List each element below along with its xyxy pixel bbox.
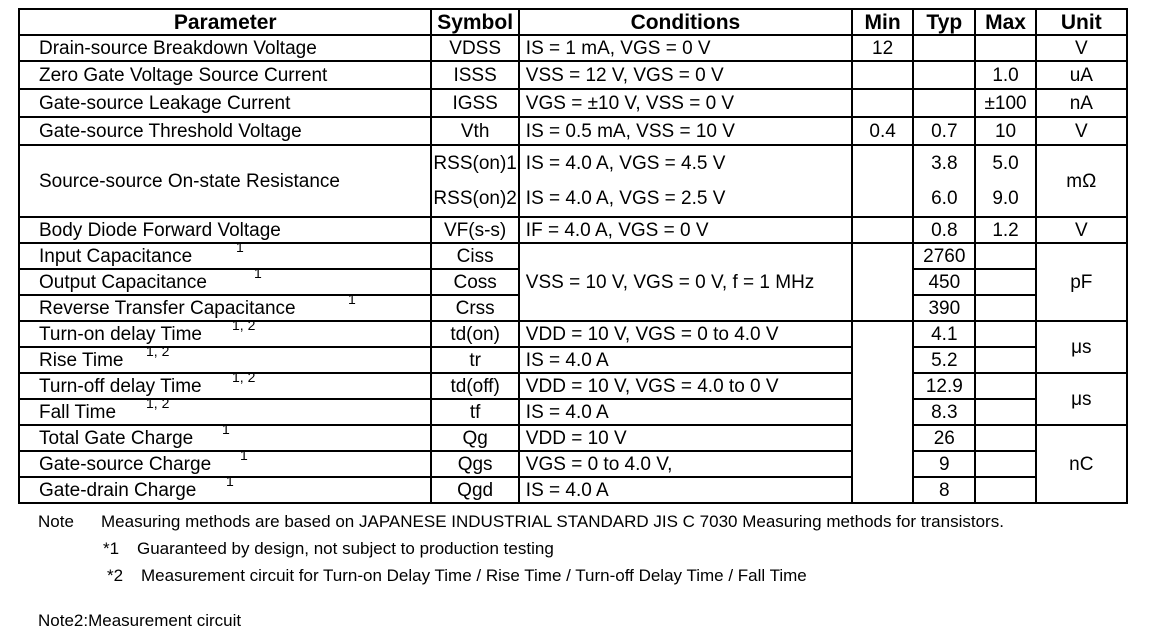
max-cell: 1.0 — [975, 61, 1035, 89]
param-cell: Gate-source Leakage Current — [19, 89, 431, 117]
header-min: Min — [852, 9, 913, 35]
typ-rss-on-2: 6.0 — [931, 188, 958, 209]
symbol-cell: IGSS — [431, 89, 518, 117]
param-label: Total Gate Charge — [39, 427, 194, 449]
unit-cell: V — [1036, 117, 1127, 145]
unit-cell: nC — [1036, 425, 1127, 503]
conditions-cell: VSS = 12 V, VGS = 0 V — [519, 61, 852, 89]
typ-cell: 8 — [913, 477, 975, 503]
max-cell: ±100 — [975, 89, 1035, 117]
typ-cell: 5.2 — [913, 347, 975, 373]
max-cell — [975, 295, 1035, 321]
param-cell — [19, 291, 431, 321]
footnote-ref: 1, 2 — [232, 369, 256, 385]
min-cell: 0.4 — [852, 117, 913, 145]
note2-heading: Note2:Measurement circuit — [38, 611, 242, 630]
table-row — [19, 117, 1127, 145]
conditions-cell: IS = 4.0 A — [519, 399, 852, 425]
param-cell: Source-source On-state Resistance — [19, 145, 431, 217]
conditions-cell: IF = 4.0 A, VGS = 0 V — [519, 217, 852, 243]
header-symbol: Symbol — [431, 9, 518, 35]
max-rss-on-2: 9.0 — [992, 188, 1019, 209]
footnote-ref: 1, 2 — [146, 395, 170, 411]
unit-cell: mΩ — [1036, 145, 1127, 217]
typ-cell: 0.8 — [913, 217, 975, 243]
table-row — [19, 477, 1127, 503]
footnote-ref: 1 — [226, 473, 234, 489]
typ-cell: 8.3 — [913, 399, 975, 425]
note-1-mark: *1 — [103, 539, 120, 558]
table-row — [19, 145, 1127, 217]
typ-cell: 12.9 — [913, 373, 975, 399]
conditions-cell: IS = 4.0 A — [519, 347, 852, 373]
min-cell — [852, 217, 913, 243]
typ-cell — [913, 89, 975, 117]
typ-cell: 450 — [913, 269, 975, 295]
unit-cell: nA — [1036, 89, 1127, 117]
symbol-cell: Vth — [431, 117, 518, 145]
symbol-cell — [431, 145, 518, 217]
typ-cell: 4.1 — [913, 321, 975, 347]
symbol-cell: VDSS — [431, 35, 518, 61]
max-cell — [975, 477, 1035, 503]
conditions-cell: VDD = 10 V, VGS = 4.0 to 0 V — [519, 373, 852, 399]
symbol-cell: Ciss — [431, 243, 518, 269]
conditions-cell: VGS = ±10 V, VSS = 0 V — [519, 89, 852, 117]
typ-cell: 390 — [913, 295, 975, 321]
param-cell — [19, 369, 431, 399]
param-cell — [19, 473, 431, 503]
min-cell — [852, 321, 913, 503]
param-cell: Zero Gate Voltage Source Current — [19, 61, 431, 89]
table-row — [19, 321, 1127, 347]
param-label: Gate-drain Charge — [39, 479, 197, 501]
note-label: Note — [38, 512, 74, 531]
param-cell — [19, 343, 431, 373]
min-cell — [852, 243, 913, 321]
note-text: Measuring methods are based on JAPANESE INDUSTRIAL STANDARD JIS C 7030 Measuring methods for transistors. — [101, 512, 1004, 531]
min-cell — [852, 61, 913, 89]
footnote-ref: 1 — [222, 421, 230, 437]
typ-cell: 0.7 — [913, 117, 975, 145]
conditions-rss-on-2: IS = 4.0 A, VGS = 2.5 V — [525, 188, 726, 209]
footnote-ref: 1 — [348, 291, 356, 307]
param-cell: Drain-source Breakdown Voltage — [19, 35, 431, 61]
footnote-ref: 1, 2 — [232, 317, 256, 333]
symbol-cell: Qg — [431, 425, 518, 451]
symbol-cell: Coss — [431, 269, 518, 295]
symbol-rss-on-1: RSS(on)1 — [433, 153, 517, 174]
min-cell: 12 — [852, 35, 913, 61]
unit-cell: uA — [1036, 61, 1127, 89]
symbol-cell: tr — [431, 347, 518, 373]
table-row — [19, 61, 1127, 89]
typ-rss-on-1: 3.8 — [931, 153, 958, 174]
typ-cell: 26 — [913, 425, 975, 451]
header-max: Max — [975, 9, 1035, 35]
symbol-rss-on-2: RSS(on)2 — [433, 188, 517, 209]
max-cell — [975, 243, 1035, 269]
max-cell — [975, 321, 1035, 347]
conditions-cell: IS = 0.5 mA, VSS = 10 V — [519, 117, 852, 145]
conditions-cell — [519, 145, 852, 217]
header-unit: Unit — [1036, 9, 1127, 35]
footnote-ref: 1 — [236, 239, 244, 255]
param-label: Turn-off delay Time — [39, 375, 202, 397]
typ-cell — [913, 35, 975, 61]
min-cell — [852, 145, 913, 217]
param-cell — [19, 239, 431, 269]
conditions-cell: VDD = 10 V — [519, 425, 852, 451]
conditions-cell: VSS = 10 V, VGS = 0 V, f = 1 MHz — [519, 243, 852, 321]
unit-cell: V — [1036, 217, 1127, 243]
max-rss-on-1: 5.0 — [992, 153, 1019, 174]
typ-cell: 9 — [913, 451, 975, 477]
param-cell — [19, 265, 431, 295]
conditions-cell: IS = 1 mA, VGS = 0 V — [519, 35, 852, 61]
symbol-cell: Crss — [431, 295, 518, 321]
typ-cell: 2760 — [913, 243, 975, 269]
param-label: Turn-on delay Time — [39, 323, 202, 345]
max-cell — [975, 373, 1035, 399]
footnote-ref: 1, 2 — [146, 343, 170, 359]
max-cell: 10 — [975, 117, 1035, 145]
table-row — [19, 399, 1127, 425]
note-2-mark: *2 — [107, 566, 124, 585]
header-conditions: Conditions — [519, 9, 852, 35]
table-row — [19, 425, 1127, 451]
table-row — [19, 373, 1127, 399]
unit-cell: V — [1036, 35, 1127, 61]
unit-cell: pF — [1036, 243, 1127, 321]
min-cell — [852, 89, 913, 117]
note-1-text: Guaranteed by design, not subject to production testing — [137, 539, 554, 558]
symbol-cell: td(off) — [431, 373, 518, 399]
footnote-ref: 1 — [254, 265, 262, 281]
header-parameter: Parameter — [19, 9, 431, 35]
conditions-cell: VGS = 0 to 4.0 V, — [519, 451, 852, 477]
header-typ: Typ — [913, 9, 975, 35]
max-cell: 1.2 — [975, 217, 1035, 243]
param-cell — [19, 317, 431, 347]
param-cell — [19, 421, 431, 451]
max-cell — [975, 145, 1035, 217]
table-row — [19, 89, 1127, 117]
table-row — [19, 35, 1127, 61]
param-label: Fall Time — [39, 401, 117, 423]
conditions-rss-on-1: IS = 4.0 A, VGS = 4.5 V — [525, 153, 726, 174]
typ-cell — [913, 145, 975, 217]
param-cell: Gate-source Threshold Voltage — [19, 117, 431, 145]
symbol-cell: Qgs — [431, 451, 518, 477]
max-cell — [975, 347, 1035, 373]
param-label: Reverse Transfer Capacitance — [39, 297, 296, 319]
typ-cell — [913, 61, 975, 89]
max-cell — [975, 269, 1035, 295]
table-row — [19, 217, 1127, 243]
param-label: Output Capacitance — [39, 271, 207, 293]
max-cell — [975, 35, 1035, 61]
note-2-text: Measurement circuit for Turn-on Delay Time / Rise Time / Turn-off Delay Time / Fall Time — [141, 566, 807, 585]
symbol-cell: ISSS — [431, 61, 518, 89]
unit-cell: μs — [1036, 373, 1127, 425]
symbol-cell: td(on) — [431, 321, 518, 347]
max-cell — [975, 425, 1035, 451]
param-label: Input Capacitance — [39, 245, 193, 267]
conditions-cell: IS = 4.0 A — [519, 477, 852, 503]
electrical-characteristics-table — [18, 8, 1128, 504]
symbol-cell: tf — [431, 399, 518, 425]
conditions-cell: VDD = 10 V, VGS = 0 to 4.0 V — [519, 321, 852, 347]
table-row — [19, 347, 1127, 373]
max-cell — [975, 399, 1035, 425]
symbol-cell: Qgd — [431, 477, 518, 503]
param-label: Gate-source Charge — [39, 453, 212, 475]
max-cell — [975, 451, 1035, 477]
table-row — [19, 243, 1127, 269]
unit-cell: μs — [1036, 321, 1127, 373]
param-label: Rise Time — [39, 349, 124, 371]
symbol-cell: VF(s-s) — [431, 217, 518, 243]
footnote-ref: 1 — [240, 447, 248, 463]
table-row — [19, 451, 1127, 477]
param-cell: Body Diode Forward Voltage — [19, 217, 431, 243]
table-header-row — [19, 9, 1127, 35]
